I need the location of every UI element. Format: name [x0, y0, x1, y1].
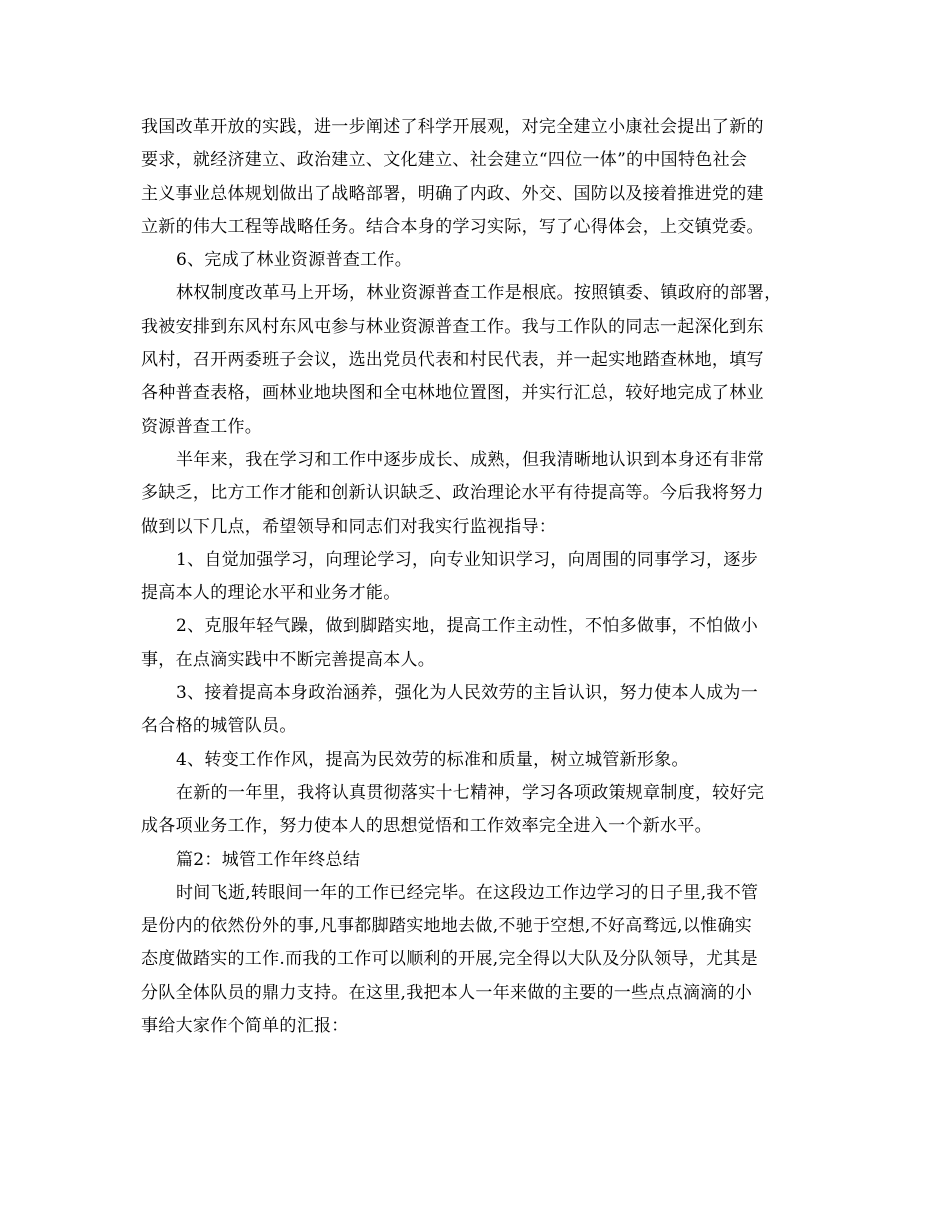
text-line: 我国改革开放的实践，进一步阐述了科学开展观，对完全建立小康社会提出了新的 [141, 117, 764, 137]
text-line: 时间飞逝,转眼间一年的工作已经完毕。在这段边工作边学习的日子里,我不管 [176, 882, 759, 903]
text-line: 1、自觉加强学习，向理论学习，向专业知识学习，向周围的同事学习，逐步 [176, 549, 759, 570]
text-line: 主义事业总体规划做出了战略部署，明确了内政、外交、国防以及接着推进党的建 [141, 183, 764, 204]
text-line: 风村，召开两委班子会议，选出党员代表和村民代表，并一起实地踏查林地，填写 [141, 350, 764, 371]
text-line: 篇2：城管工作年终总结 [176, 849, 361, 870]
text-line: 分队全体队员的鼎力支持。在这里,我把本人一年来做的主要的一些点点滴滴的小 [141, 982, 753, 1003]
text-line: 4、转变工作作风，提高为民效劳的标准和质量，树立城管新形象。 [176, 749, 689, 770]
text-line: 态度做踏实的工作.而我的工作可以顺利的开展,完全得以大队及分队领导，尤其是 [141, 949, 758, 970]
text-line: 各种普查表格，画林业地块图和全屯林地位置图，并实行汇总，较好地完成了林业 [141, 383, 764, 404]
text-line: 资源普查工作。 [141, 416, 263, 437]
text-line: 事给大家作个简单的汇报： [141, 1016, 349, 1037]
text-line: 事，在点滴实践中不断完善提高本人。 [141, 649, 436, 670]
text-line: 成各项业务工作，努力使本人的思想觉悟和工作效率完全进入一个新水平。 [141, 816, 712, 837]
text-line: 多缺乏，比方工作才能和创新认识缺乏、政治理论水平有待提高等。今后我将努力 [141, 483, 764, 504]
text-line: 2、克服年轻气躁，做到脚踏实地，提高工作主动性，不怕多做事，不怕做小 [176, 616, 759, 637]
document-body [141, 111, 811, 1043]
text-line: 要求，就经济建立、政治建立、文化建立、社会建立“四位一体”的中国特色社会 [141, 150, 748, 171]
text-line: 是份内的依然份外的事,凡事都脚踏实地地去做,不驰于空想,不好高骛远,以惟确实 [141, 916, 753, 937]
text-line: 做到以下几点，希望领导和同志们对我实行监视指导： [141, 516, 557, 537]
text-line: 在新的一年里，我将认真贯彻落实十七精神，学习各项政策规章制度，较好完 [176, 782, 765, 803]
text-line: 林权制度改革马上开场，林业资源普查工作是根底。按照镇委、镇政府的部署， [176, 283, 782, 304]
text-line: 提高本人的理论水平和业务才能。 [141, 583, 401, 604]
text-line: 半年来，我在学习和工作中逐步成长、成熟，但我清晰地认识到本身还有非常 [176, 449, 765, 470]
text-line: 立新的伟大工程等战略任务。结合本身的学习实际，写了心得体会，上交镇党委。 [141, 216, 764, 237]
text-line: 我被安排到东风村东风屯参与林业资源普查工作。我与工作队的同志一起深化到东 [141, 316, 764, 337]
text-line: 名合格的城管队员。 [141, 716, 297, 737]
text-line: 6、完成了林业资源普查工作。 [176, 250, 413, 271]
text-line: 3、接着提高本身政治涵养，强化为人民效劳的主旨认识，努力使本人成为一 [176, 683, 759, 704]
